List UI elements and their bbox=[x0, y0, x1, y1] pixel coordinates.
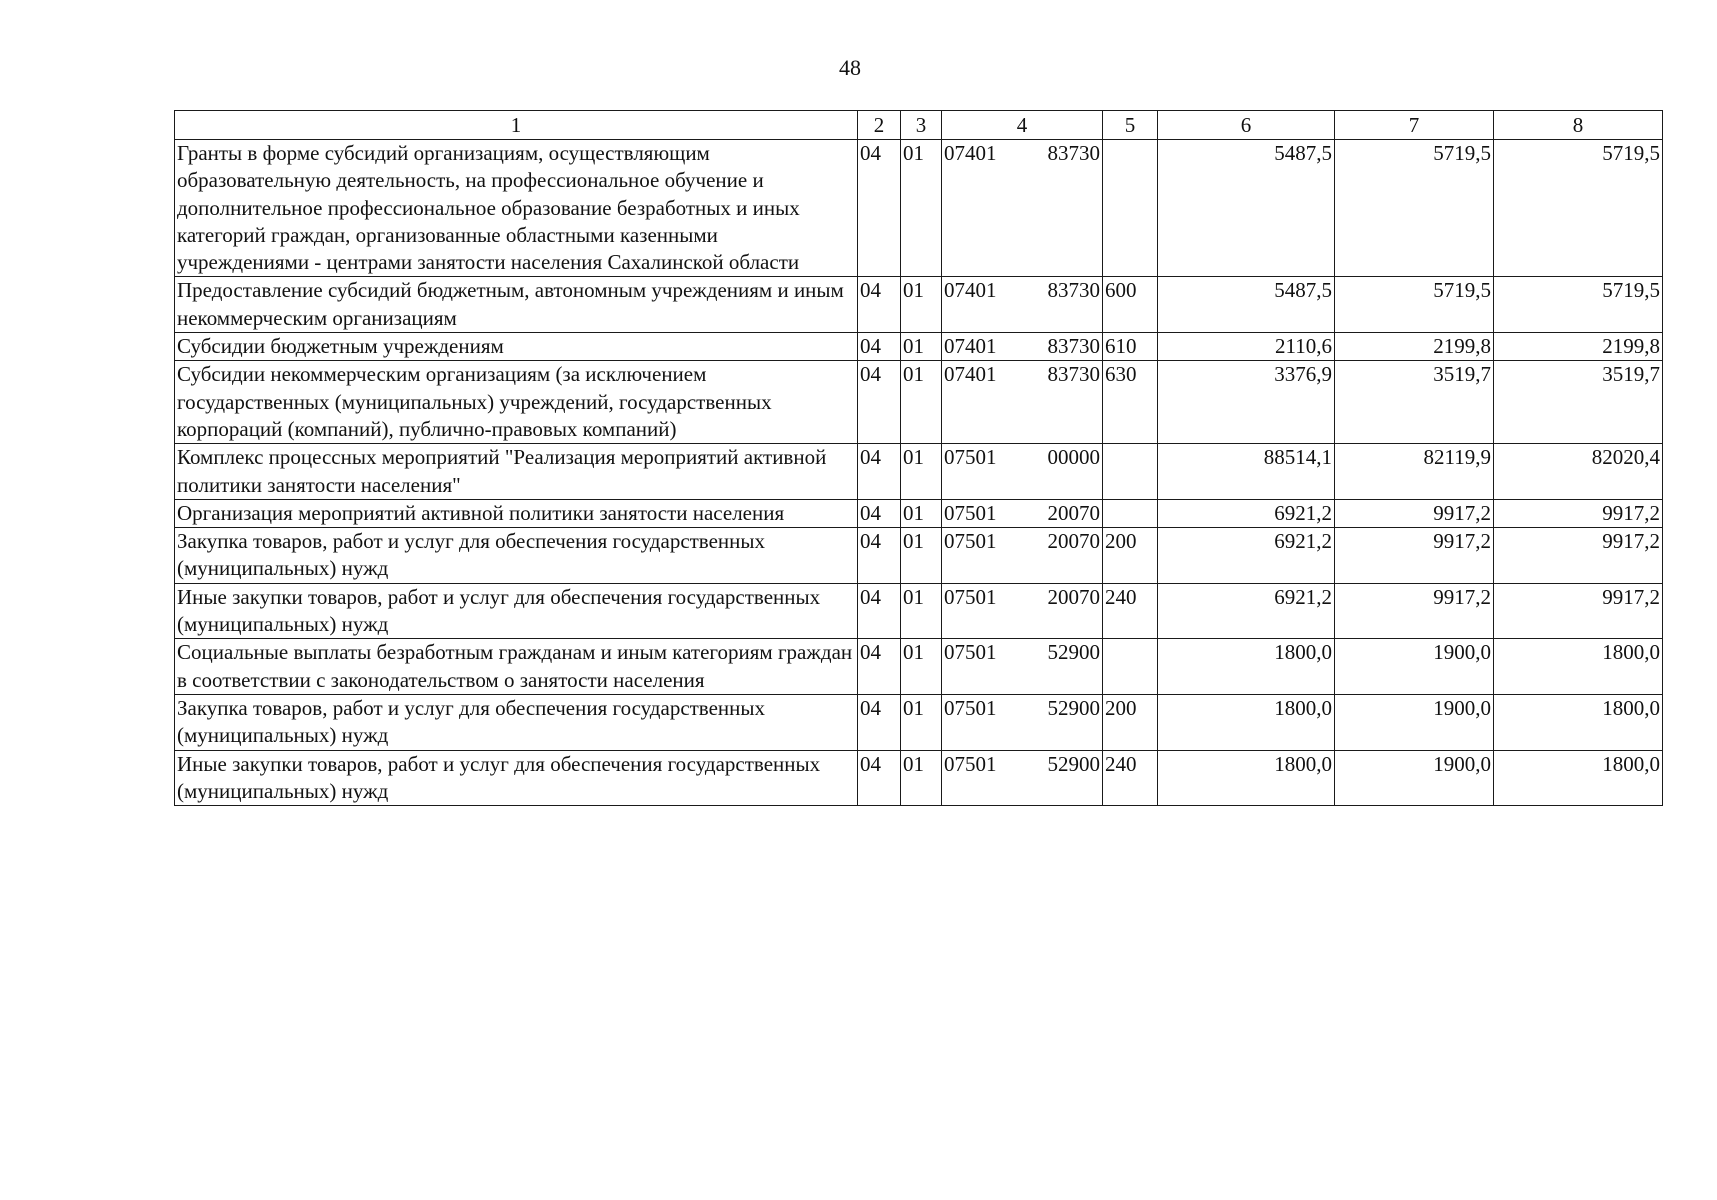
row-amount-col-7: 9917,2 bbox=[1335, 583, 1494, 639]
row-code-section: 04 bbox=[858, 333, 901, 361]
row-code-target bbox=[942, 583, 1103, 639]
row-code-subsection: 01 bbox=[901, 333, 942, 361]
table-row bbox=[175, 694, 1663, 750]
row-code-program: 07501 bbox=[944, 445, 997, 470]
row-amount-col-6: 88514,1 bbox=[1158, 444, 1335, 500]
row-code-program: 07401 bbox=[944, 141, 997, 165]
row-code-subsection: 01 bbox=[901, 361, 942, 444]
row-amount-col-6: 6921,2 bbox=[1158, 583, 1335, 639]
row-amount-col-7: 9917,2 bbox=[1335, 528, 1494, 584]
table-row bbox=[175, 499, 1663, 527]
header-col-2: 2 bbox=[858, 111, 901, 140]
row-amount-col-8: 9917,2 bbox=[1494, 499, 1663, 527]
row-amount-col-6: 1800,0 bbox=[1158, 639, 1335, 695]
header-col-6: 6 bbox=[1158, 111, 1335, 140]
row-code-section: 04 bbox=[858, 750, 901, 806]
row-code-direction: 52900 bbox=[1047, 640, 1100, 665]
row-code-program: 07501 bbox=[944, 640, 997, 665]
row-code-target bbox=[942, 277, 1103, 333]
row-code-expense-type bbox=[1103, 140, 1158, 277]
row-code-section: 04 bbox=[858, 639, 901, 695]
header-col-3: 3 bbox=[901, 111, 942, 140]
row-name: Комплекс процессных мероприятий "Реализация мероприятий активной политики занятости населения" bbox=[175, 444, 858, 500]
row-code-direction: 00000 bbox=[1047, 445, 1100, 470]
row-code-expense-type bbox=[1103, 444, 1158, 500]
row-amount-col-7: 1900,0 bbox=[1335, 694, 1494, 750]
row-amount-col-7: 3519,7 bbox=[1335, 361, 1494, 444]
row-amount-col-8: 3519,7 bbox=[1494, 361, 1663, 444]
row-code-subsection: 01 bbox=[901, 528, 942, 584]
row-name: Субсидии некоммерческим организациям (за исключением государственных (муниципальных) учреждений, государственных корпораций (компаний), публично-правовых компаний) bbox=[175, 361, 858, 444]
header-col-8: 8 bbox=[1494, 111, 1663, 140]
row-code-section: 04 bbox=[858, 499, 901, 527]
row-amount-col-8: 2199,8 bbox=[1494, 333, 1663, 361]
header-col-4: 4 bbox=[942, 111, 1103, 140]
row-code-subsection: 01 bbox=[901, 639, 942, 695]
row-amount-col-8: 1800,0 bbox=[1494, 694, 1663, 750]
row-code-section: 04 bbox=[858, 361, 901, 444]
row-amount-col-8: 5719,5 bbox=[1494, 140, 1663, 277]
row-code-target bbox=[942, 499, 1103, 527]
row-code-program: 07501 bbox=[944, 529, 997, 554]
row-name: Социальные выплаты безработным гражданам и иным категориям граждан в соответствии с законодательством о занятости населения bbox=[175, 639, 858, 695]
row-code-section: 04 bbox=[858, 140, 901, 277]
row-amount-col-8: 9917,2 bbox=[1494, 583, 1663, 639]
row-amount-col-6: 1800,0 bbox=[1158, 750, 1335, 806]
row-code-expense-type: 200 bbox=[1103, 528, 1158, 584]
row-amount-col-7: 1900,0 bbox=[1335, 750, 1494, 806]
row-code-expense-type bbox=[1103, 499, 1158, 527]
table-body bbox=[175, 140, 1663, 806]
row-name: Закупка товаров, работ и услуг для обеспечения государственных (муниципальных) нужд bbox=[175, 694, 858, 750]
row-name: Гранты в форме субсидий организациям, осуществляющим образовательную деятельность, на профессиональное обучение и дополнительное профессиональное образование безработных и иных категорий граждан, организованные областными казенными учреждениями - центрами занятости населения Сахалинской области bbox=[175, 140, 858, 277]
row-code-subsection: 01 bbox=[901, 583, 942, 639]
table-row bbox=[175, 361, 1663, 444]
row-code-direction: 20070 bbox=[1047, 584, 1100, 609]
row-amount-col-7: 9917,2 bbox=[1335, 499, 1494, 527]
row-amount-col-6: 3376,9 bbox=[1158, 361, 1335, 444]
row-code-target bbox=[942, 361, 1103, 444]
row-code-section: 04 bbox=[858, 528, 901, 584]
row-code-target bbox=[942, 140, 1103, 277]
row-amount-col-6: 1800,0 bbox=[1158, 694, 1335, 750]
row-code-section: 04 bbox=[858, 694, 901, 750]
row-code-direction: 20070 bbox=[1047, 529, 1100, 554]
row-code-direction: 83730 bbox=[1047, 334, 1100, 359]
row-code-target bbox=[942, 333, 1103, 361]
row-code-target bbox=[942, 694, 1103, 750]
row-code-direction: 52900 bbox=[1047, 751, 1100, 776]
row-code-subsection: 01 bbox=[901, 277, 942, 333]
row-code-expense-type: 610 bbox=[1103, 333, 1158, 361]
row-code-subsection: 01 bbox=[901, 444, 942, 500]
row-amount-col-8: 9917,2 bbox=[1494, 528, 1663, 584]
header-col-7: 7 bbox=[1335, 111, 1494, 140]
table-row bbox=[175, 444, 1663, 500]
header-col-5: 5 bbox=[1103, 111, 1158, 140]
row-code-direction: 52900 bbox=[1047, 695, 1100, 720]
row-code-program: 07501 bbox=[944, 751, 997, 776]
row-code-direction: 20070 bbox=[1047, 500, 1100, 525]
row-code-program: 07401 bbox=[944, 362, 997, 387]
table-row bbox=[175, 333, 1663, 361]
row-code-section: 04 bbox=[858, 583, 901, 639]
table-header bbox=[175, 111, 1663, 140]
row-amount-col-7: 5719,5 bbox=[1335, 277, 1494, 333]
row-code-subsection: 01 bbox=[901, 140, 942, 277]
row-amount-col-7: 5719,5 bbox=[1335, 140, 1494, 277]
table-row bbox=[175, 639, 1663, 695]
row-code-section: 04 bbox=[858, 444, 901, 500]
row-code-target bbox=[942, 750, 1103, 806]
row-name: Субсидии бюджетным учреждениям bbox=[175, 333, 858, 361]
row-name: Иные закупки товаров, работ и услуг для обеспечения государственных (муниципальных) нужд bbox=[175, 750, 858, 806]
header-row bbox=[175, 111, 1663, 140]
row-amount-col-6: 2110,6 bbox=[1158, 333, 1335, 361]
table-row bbox=[175, 277, 1663, 333]
row-amount-col-8: 82020,4 bbox=[1494, 444, 1663, 500]
row-code-direction: 83730 bbox=[1047, 278, 1100, 303]
row-amount-col-6: 5487,5 bbox=[1158, 277, 1335, 333]
row-code-target bbox=[942, 444, 1103, 500]
row-code-program: 07501 bbox=[944, 500, 997, 525]
row-amount-col-8: 1800,0 bbox=[1494, 750, 1663, 806]
row-code-direction: 83730 bbox=[1047, 141, 1100, 165]
row-amount-col-7: 82119,9 bbox=[1335, 444, 1494, 500]
row-code-expense-type: 240 bbox=[1103, 750, 1158, 806]
table-row bbox=[175, 750, 1663, 806]
row-code-subsection: 01 bbox=[901, 499, 942, 527]
page-number: 48 bbox=[839, 55, 861, 80]
row-code-program: 07401 bbox=[944, 278, 997, 303]
row-code-program: 07401 bbox=[944, 334, 997, 359]
row-amount-col-6: 6921,2 bbox=[1158, 528, 1335, 584]
row-code-expense-type: 200 bbox=[1103, 694, 1158, 750]
budget-table bbox=[174, 110, 1663, 806]
row-amount-col-7: 2199,8 bbox=[1335, 333, 1494, 361]
row-name: Иные закупки товаров, работ и услуг для обеспечения государственных (муниципальных) нужд bbox=[175, 583, 858, 639]
row-code-expense-type: 630 bbox=[1103, 361, 1158, 444]
row-code-subsection: 01 bbox=[901, 750, 942, 806]
row-name: Закупка товаров, работ и услуг для обеспечения государственных (муниципальных) нужд bbox=[175, 528, 858, 584]
row-code-program: 07501 bbox=[944, 584, 997, 609]
row-amount-col-8: 1800,0 bbox=[1494, 639, 1663, 695]
table-row bbox=[175, 528, 1663, 584]
row-code-expense-type: 600 bbox=[1103, 277, 1158, 333]
row-amount-col-6: 6921,2 bbox=[1158, 499, 1335, 527]
row-amount-col-8: 5719,5 bbox=[1494, 277, 1663, 333]
row-name: Предоставление субсидий бюджетным, автономным учреждениям и иным некоммерческим организациям bbox=[175, 277, 858, 333]
row-code-program: 07501 bbox=[944, 695, 997, 720]
table-row bbox=[175, 140, 1663, 277]
row-code-expense-type bbox=[1103, 639, 1158, 695]
row-amount-col-6: 5487,5 bbox=[1158, 140, 1335, 277]
row-code-target bbox=[942, 528, 1103, 584]
row-code-subsection: 01 bbox=[901, 694, 942, 750]
row-code-section: 04 bbox=[858, 277, 901, 333]
row-amount-col-7: 1900,0 bbox=[1335, 639, 1494, 695]
table-row bbox=[175, 583, 1663, 639]
row-code-direction: 83730 bbox=[1047, 362, 1100, 387]
row-code-expense-type: 240 bbox=[1103, 583, 1158, 639]
row-code-target bbox=[942, 639, 1103, 695]
row-name: Организация мероприятий активной политики занятости населения bbox=[175, 499, 858, 527]
header-col-1: 1 bbox=[175, 111, 858, 140]
